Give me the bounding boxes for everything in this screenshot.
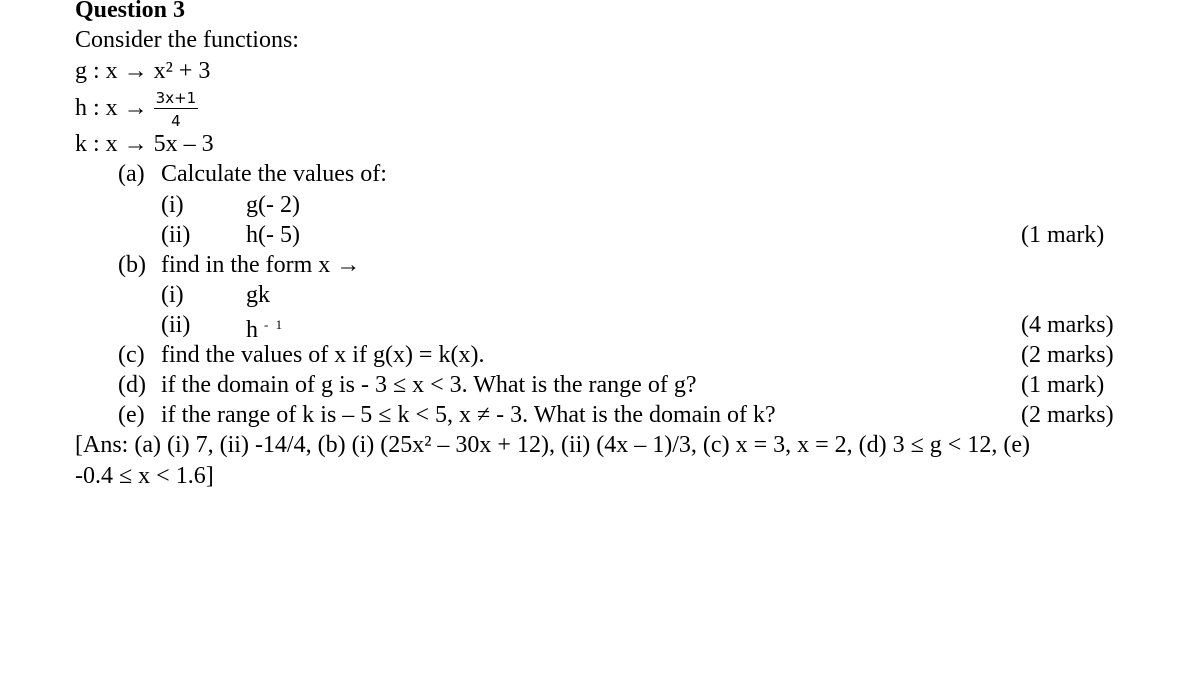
function-h-fraction [154,90,199,129]
part-c-text: find the values of x if g(x) = k(x). [161,342,485,368]
part-b-ii-expression [246,311,284,344]
part-b-label: (b) [118,252,146,278]
part-a-i-label: (i) [161,192,184,218]
question-title: Question 3 [75,0,186,23]
part-a-text: Calculate the values of: [161,161,387,187]
part-a-i-text: g(- 2) [246,192,300,218]
part-d-label: (d) [118,372,146,398]
part-a-marks: (1 mark) [1021,222,1105,248]
function-h-prefix: h : x → [75,95,148,122]
answer-line-1: [Ans: (a) (i) 7, (ii) -14/4, (b) (i) (25x² – 30x + 12), (ii) (4x – 1)/3, (c) x = 3, x = 2, (d) 3 ≤ g < 12, (e) [75,432,1030,458]
function-h [75,90,198,129]
part-a-ii-label: (ii) [161,222,191,248]
part-b-marks: (4 marks) [1021,312,1114,338]
part-c-marks: (2 marks) [1021,342,1114,368]
function-h-denominator: 4 [171,112,181,130]
part-e-label: (e) [118,402,145,428]
function-g: g : x → x² + 3 [75,58,211,84]
part-b-i-label: (i) [161,282,184,308]
function-h-numerator: 3x+1 [155,89,197,107]
part-a-ii-text: h(- 5) [246,222,300,248]
function-k: k : x → 5x – 3 [75,131,214,157]
part-a-label: (a) [118,161,145,187]
part-e-text: if the range of k is – 5 ≤ k < 5, x ≠ - 3. What is the domain of k? [161,402,776,428]
part-b-ii-text: h [246,317,258,343]
part-c-label: (c) [118,342,145,368]
part-b-i-text: gk [246,282,270,308]
intro-text: Consider the functions: [75,27,299,53]
part-b-text: find in the form x → [161,252,361,278]
part-d-marks: (1 mark) [1021,372,1105,398]
part-b-ii-superscript: - 1 [264,317,285,332]
part-e-marks: (2 marks) [1021,402,1114,428]
answer-line-2: -0.4 ≤ x < 1.6] [75,463,214,489]
part-d-text: if the domain of g is - 3 ≤ x < 3. What is the range of g? [161,372,697,398]
part-b-ii-label: (ii) [161,312,191,338]
